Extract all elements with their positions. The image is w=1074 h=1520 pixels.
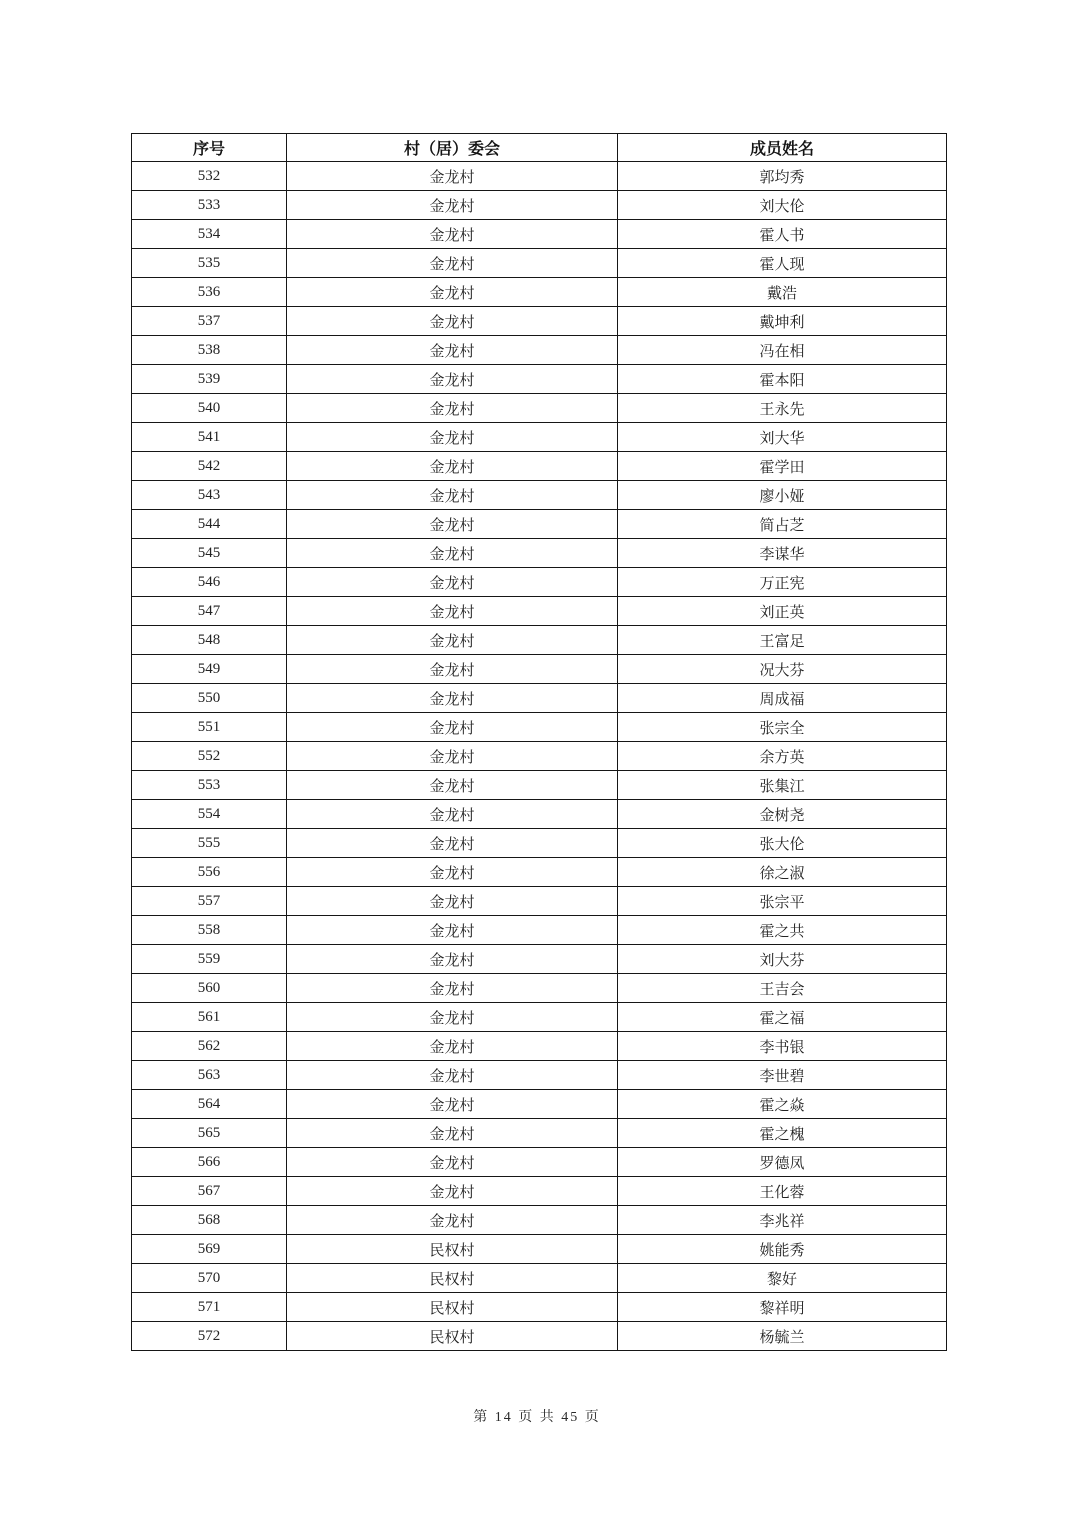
cell-name: 张集江 bbox=[618, 771, 947, 800]
cell-name: 霍之焱 bbox=[618, 1090, 947, 1119]
header-cell-index: 序号 bbox=[132, 134, 287, 162]
cell-index: 562 bbox=[132, 1032, 287, 1061]
cell-committee: 金龙村 bbox=[287, 800, 618, 829]
cell-name: 余方英 bbox=[618, 742, 947, 771]
cell-name: 万正宪 bbox=[618, 568, 947, 597]
cell-committee: 金龙村 bbox=[287, 394, 618, 423]
cell-index: 559 bbox=[132, 945, 287, 974]
cell-index: 571 bbox=[132, 1293, 287, 1322]
cell-name: 杨毓兰 bbox=[618, 1322, 947, 1351]
cell-index: 540 bbox=[132, 394, 287, 423]
cell-committee: 金龙村 bbox=[287, 1177, 618, 1206]
cell-index: 557 bbox=[132, 887, 287, 916]
cell-committee: 金龙村 bbox=[287, 162, 618, 191]
table-header-row bbox=[132, 134, 947, 162]
cell-name: 徐之淑 bbox=[618, 858, 947, 887]
cell-index: 545 bbox=[132, 539, 287, 568]
table-row bbox=[132, 684, 947, 713]
cell-committee: 金龙村 bbox=[287, 510, 618, 539]
table-row bbox=[132, 626, 947, 655]
cell-name: 刘大伦 bbox=[618, 191, 947, 220]
cell-committee: 金龙村 bbox=[287, 423, 618, 452]
table-row bbox=[132, 916, 947, 945]
cell-name: 李兆祥 bbox=[618, 1206, 947, 1235]
cell-index: 538 bbox=[132, 336, 287, 365]
cell-index: 567 bbox=[132, 1177, 287, 1206]
cell-name: 王化蓉 bbox=[618, 1177, 947, 1206]
table-row bbox=[132, 887, 947, 916]
cell-name: 霍人现 bbox=[618, 249, 947, 278]
table-row bbox=[132, 365, 947, 394]
cell-index: 558 bbox=[132, 916, 287, 945]
header-cell-name: 成员姓名 bbox=[618, 134, 947, 162]
cell-index: 535 bbox=[132, 249, 287, 278]
table-row bbox=[132, 1177, 947, 1206]
cell-name: 郭均秀 bbox=[618, 162, 947, 191]
table-row bbox=[132, 162, 947, 191]
table-row bbox=[132, 713, 947, 742]
cell-committee: 金龙村 bbox=[287, 887, 618, 916]
cell-index: 546 bbox=[132, 568, 287, 597]
table-row bbox=[132, 655, 947, 684]
cell-name: 李世碧 bbox=[618, 1061, 947, 1090]
cell-committee: 金龙村 bbox=[287, 771, 618, 800]
cell-index: 554 bbox=[132, 800, 287, 829]
cell-index: 549 bbox=[132, 655, 287, 684]
table-row bbox=[132, 481, 947, 510]
cell-committee: 金龙村 bbox=[287, 1148, 618, 1177]
table-body bbox=[132, 162, 947, 1351]
cell-name: 刘大芬 bbox=[618, 945, 947, 974]
cell-name: 刘正英 bbox=[618, 597, 947, 626]
table-row bbox=[132, 1293, 947, 1322]
table-row bbox=[132, 1090, 947, 1119]
cell-index: 543 bbox=[132, 481, 287, 510]
cell-name: 黎好 bbox=[618, 1264, 947, 1293]
cell-committee: 金龙村 bbox=[287, 1119, 618, 1148]
cell-committee: 金龙村 bbox=[287, 1061, 618, 1090]
cell-committee: 金龙村 bbox=[287, 1032, 618, 1061]
table-row bbox=[132, 1119, 947, 1148]
table-row bbox=[132, 1206, 947, 1235]
table-row bbox=[132, 742, 947, 771]
table-row bbox=[132, 1235, 947, 1264]
cell-committee: 金龙村 bbox=[287, 597, 618, 626]
table-row bbox=[132, 597, 947, 626]
cell-committee: 金龙村 bbox=[287, 452, 618, 481]
cell-name: 张大伦 bbox=[618, 829, 947, 858]
cell-index: 568 bbox=[132, 1206, 287, 1235]
cell-index: 560 bbox=[132, 974, 287, 1003]
cell-committee: 金龙村 bbox=[287, 481, 618, 510]
cell-name: 刘大华 bbox=[618, 423, 947, 452]
cell-committee: 金龙村 bbox=[287, 278, 618, 307]
cell-name: 王富足 bbox=[618, 626, 947, 655]
page-number-footer: 第 14 页 共 45 页 bbox=[473, 1410, 601, 1425]
cell-index: 537 bbox=[132, 307, 287, 336]
cell-committee: 金龙村 bbox=[287, 684, 618, 713]
cell-committee: 金龙村 bbox=[287, 916, 618, 945]
cell-committee: 金龙村 bbox=[287, 713, 618, 742]
table-row bbox=[132, 336, 947, 365]
cell-index: 565 bbox=[132, 1119, 287, 1148]
cell-name: 黎祥明 bbox=[618, 1293, 947, 1322]
cell-name: 霍之槐 bbox=[618, 1119, 947, 1148]
cell-index: 544 bbox=[132, 510, 287, 539]
table-row bbox=[132, 307, 947, 336]
cell-committee: 金龙村 bbox=[287, 655, 618, 684]
cell-name: 金树尧 bbox=[618, 800, 947, 829]
cell-committee: 金龙村 bbox=[287, 1206, 618, 1235]
cell-index: 536 bbox=[132, 278, 287, 307]
table-row bbox=[132, 771, 947, 800]
cell-name: 廖小娅 bbox=[618, 481, 947, 510]
cell-index: 555 bbox=[132, 829, 287, 858]
cell-committee: 金龙村 bbox=[287, 220, 618, 249]
table-row bbox=[132, 974, 947, 1003]
cell-committee: 民权村 bbox=[287, 1264, 618, 1293]
cell-committee: 金龙村 bbox=[287, 626, 618, 655]
cell-index: 542 bbox=[132, 452, 287, 481]
table-row bbox=[132, 452, 947, 481]
cell-committee: 民权村 bbox=[287, 1293, 618, 1322]
cell-index: 569 bbox=[132, 1235, 287, 1264]
cell-index: 561 bbox=[132, 1003, 287, 1032]
roster-table bbox=[131, 133, 947, 1351]
cell-committee: 金龙村 bbox=[287, 829, 618, 858]
cell-committee: 民权村 bbox=[287, 1235, 618, 1264]
table-row bbox=[132, 249, 947, 278]
cell-name: 张宗平 bbox=[618, 887, 947, 916]
cell-name: 简占芝 bbox=[618, 510, 947, 539]
cell-name: 霍人书 bbox=[618, 220, 947, 249]
cell-index: 550 bbox=[132, 684, 287, 713]
cell-index: 539 bbox=[132, 365, 287, 394]
cell-name: 王吉会 bbox=[618, 974, 947, 1003]
cell-committee: 金龙村 bbox=[287, 336, 618, 365]
cell-index: 552 bbox=[132, 742, 287, 771]
cell-index: 547 bbox=[132, 597, 287, 626]
table-row bbox=[132, 945, 947, 974]
table-row bbox=[132, 1061, 947, 1090]
cell-index: 553 bbox=[132, 771, 287, 800]
table-row bbox=[132, 220, 947, 249]
table-row bbox=[132, 510, 947, 539]
cell-committee: 金龙村 bbox=[287, 307, 618, 336]
cell-name: 张宗全 bbox=[618, 713, 947, 742]
table-row bbox=[132, 191, 947, 220]
cell-name: 姚能秀 bbox=[618, 1235, 947, 1264]
cell-committee: 金龙村 bbox=[287, 365, 618, 394]
table-row bbox=[132, 539, 947, 568]
cell-index: 566 bbox=[132, 1148, 287, 1177]
cell-index: 556 bbox=[132, 858, 287, 887]
cell-name: 霍之福 bbox=[618, 1003, 947, 1032]
cell-index: 534 bbox=[132, 220, 287, 249]
table-row bbox=[132, 800, 947, 829]
cell-committee: 金龙村 bbox=[287, 858, 618, 887]
header-cell-committee: 村（居）委会 bbox=[287, 134, 618, 162]
cell-index: 563 bbox=[132, 1061, 287, 1090]
cell-name: 霍本阳 bbox=[618, 365, 947, 394]
table-row bbox=[132, 568, 947, 597]
table-row bbox=[132, 1032, 947, 1061]
table-row bbox=[132, 858, 947, 887]
cell-index: 551 bbox=[132, 713, 287, 742]
cell-committee: 金龙村 bbox=[287, 742, 618, 771]
cell-index: 533 bbox=[132, 191, 287, 220]
cell-index: 532 bbox=[132, 162, 287, 191]
cell-name: 冯在相 bbox=[618, 336, 947, 365]
cell-name: 戴浩 bbox=[618, 278, 947, 307]
cell-committee: 金龙村 bbox=[287, 1003, 618, 1032]
cell-index: 570 bbox=[132, 1264, 287, 1293]
table-row bbox=[132, 1264, 947, 1293]
table-row bbox=[132, 394, 947, 423]
cell-committee: 金龙村 bbox=[287, 974, 618, 1003]
cell-committee: 民权村 bbox=[287, 1322, 618, 1351]
table-row bbox=[132, 278, 947, 307]
cell-name: 罗德凤 bbox=[618, 1148, 947, 1177]
table-row bbox=[132, 1148, 947, 1177]
cell-index: 564 bbox=[132, 1090, 287, 1119]
cell-name: 王永先 bbox=[618, 394, 947, 423]
table-row bbox=[132, 423, 947, 452]
table-row bbox=[132, 1003, 947, 1032]
cell-committee: 金龙村 bbox=[287, 1090, 618, 1119]
cell-index: 572 bbox=[132, 1322, 287, 1351]
cell-name: 戴坤利 bbox=[618, 307, 947, 336]
cell-committee: 金龙村 bbox=[287, 249, 618, 278]
cell-committee: 金龙村 bbox=[287, 945, 618, 974]
table-row bbox=[132, 829, 947, 858]
cell-index: 541 bbox=[132, 423, 287, 452]
cell-index: 548 bbox=[132, 626, 287, 655]
cell-name: 霍之共 bbox=[618, 916, 947, 945]
cell-committee: 金龙村 bbox=[287, 568, 618, 597]
cell-committee: 金龙村 bbox=[287, 191, 618, 220]
cell-name: 周成福 bbox=[618, 684, 947, 713]
table-row bbox=[132, 1322, 947, 1351]
cell-name: 李谋华 bbox=[618, 539, 947, 568]
cell-name: 霍学田 bbox=[618, 452, 947, 481]
cell-name: 李书银 bbox=[618, 1032, 947, 1061]
cell-committee: 金龙村 bbox=[287, 539, 618, 568]
cell-name: 况大芬 bbox=[618, 655, 947, 684]
